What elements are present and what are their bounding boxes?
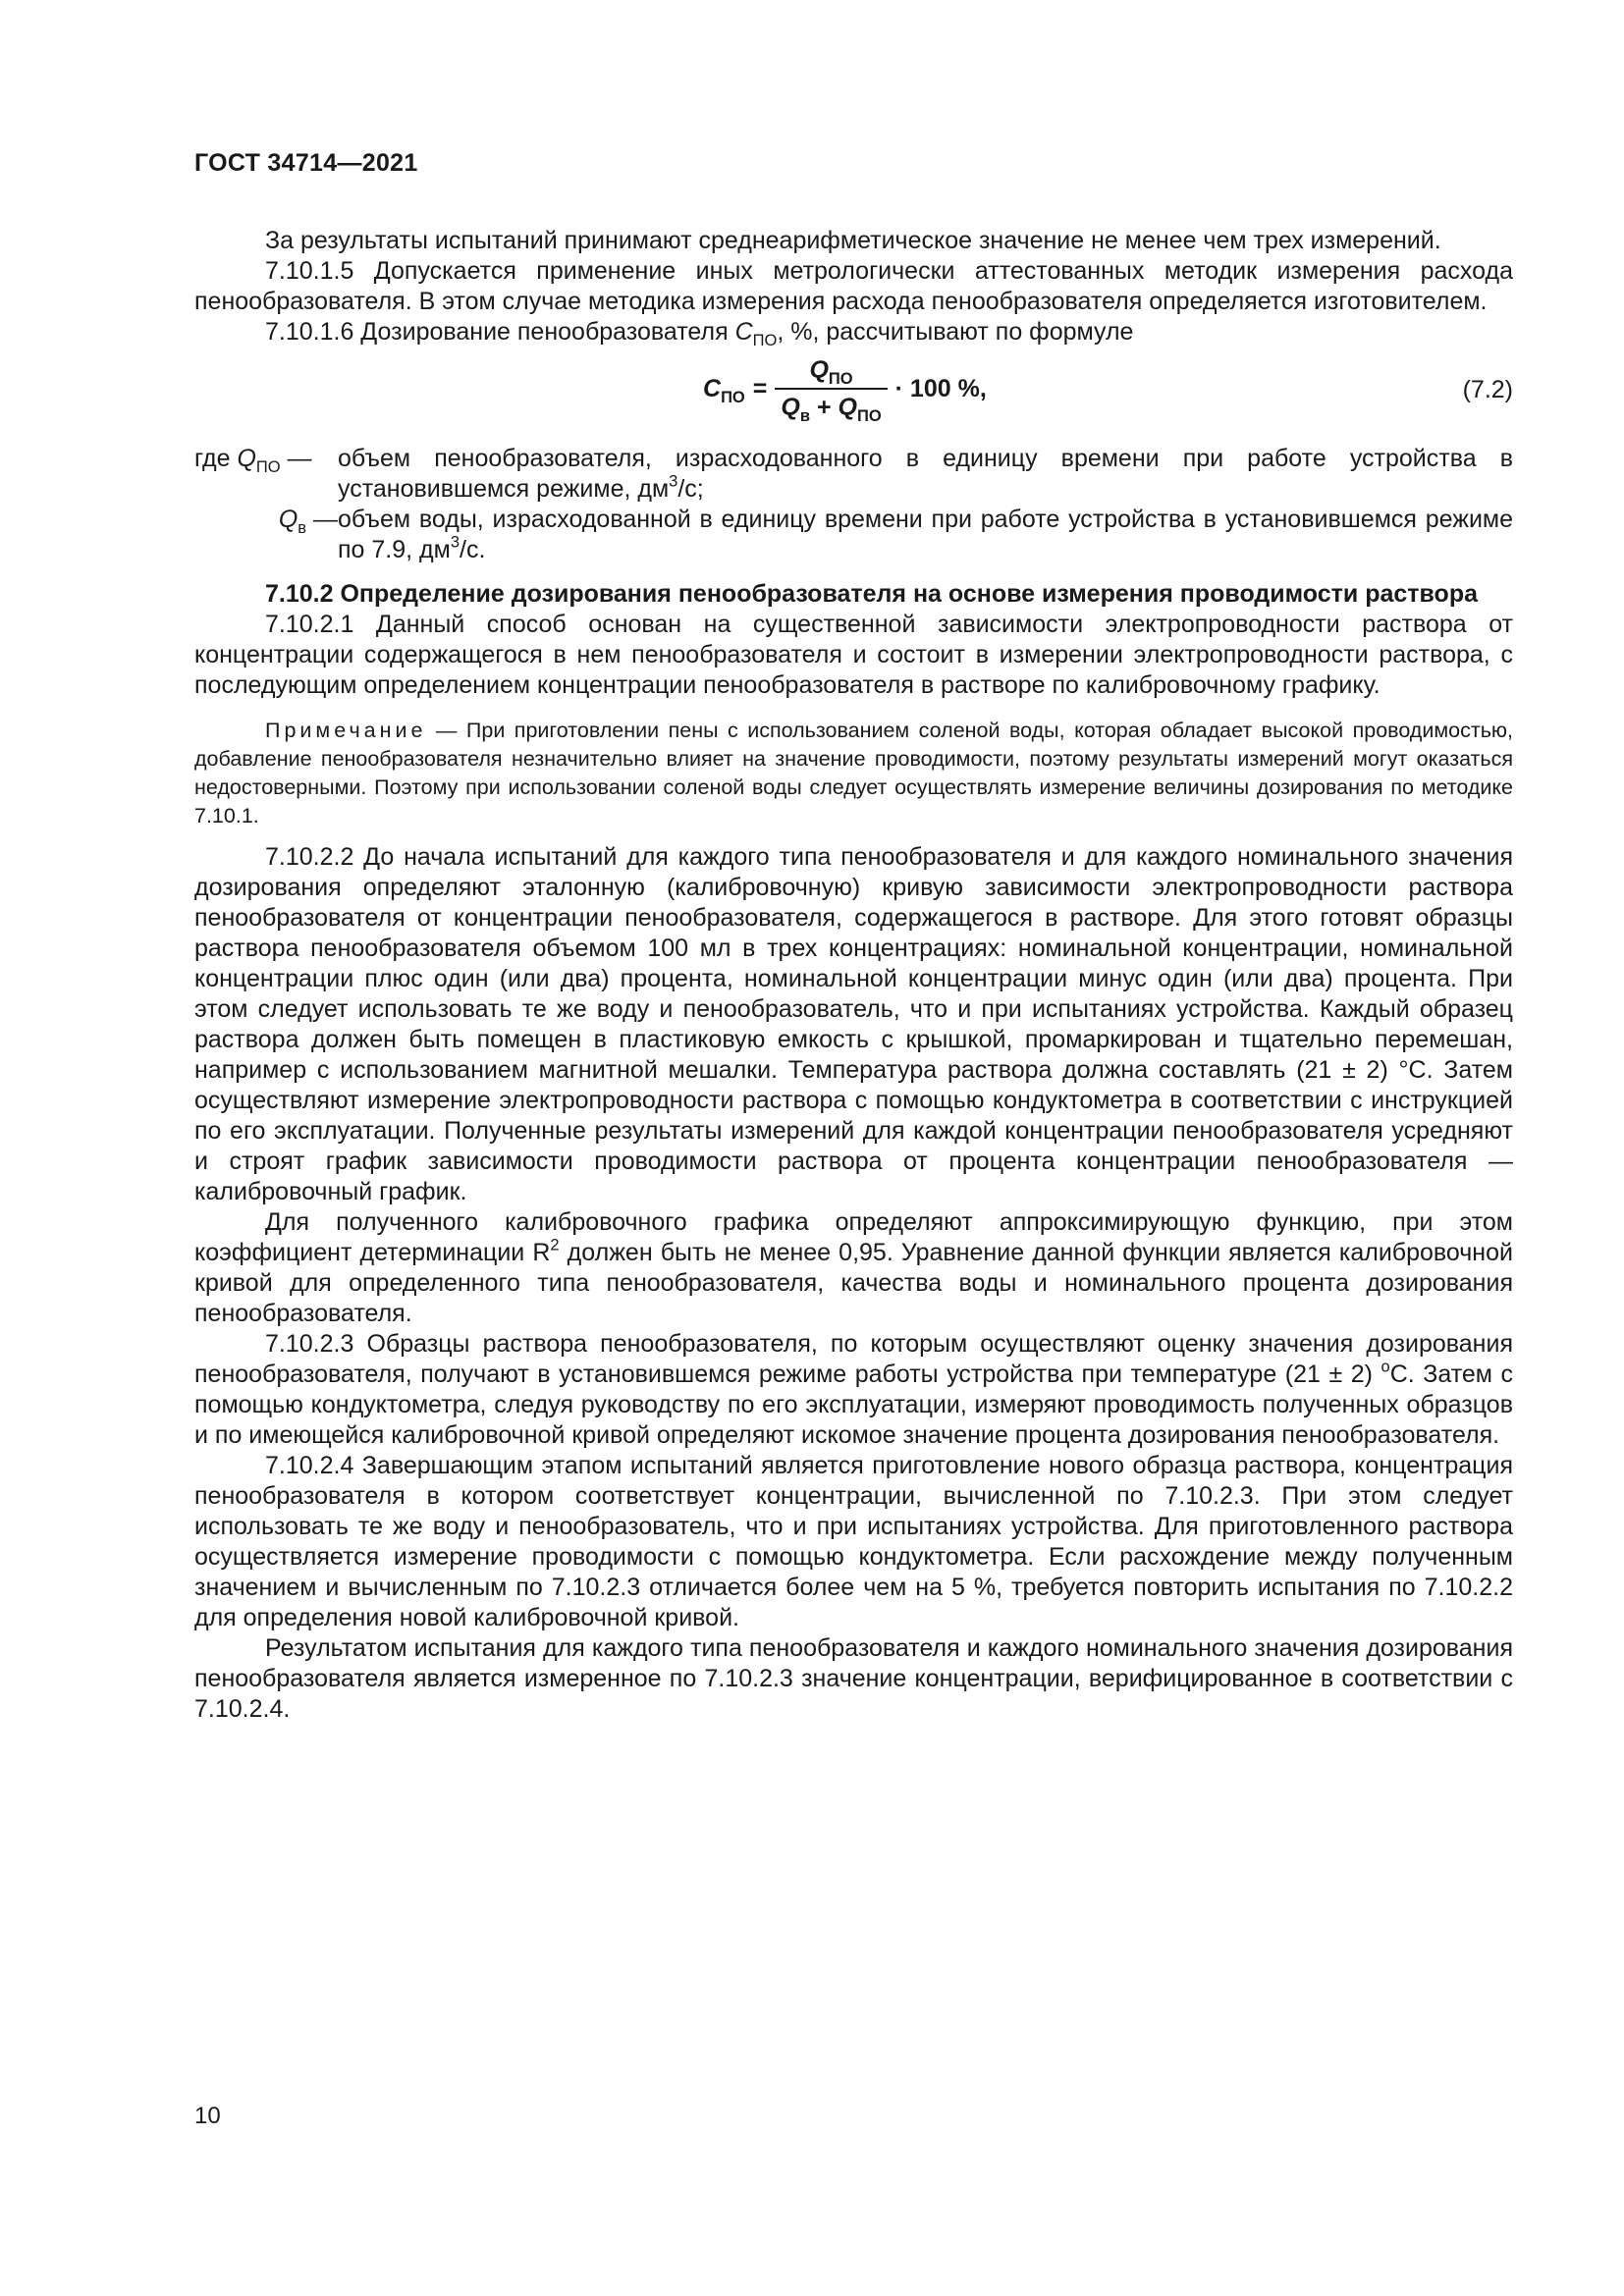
paragraph-7-10-2-2: 7.10.2.2 До начала испытаний для каждого типа пенообразователя и для каждого номинального значения дозирования определяют эталонную (калибровочную) кривую зависимости электропроводности раствора пенообразователя от концентрации пенообразователя, содержащегося в растворе. Для этого готовят образцы раствора пенообразователя объемом 100 мл в трех концентрациях: номинальной концентрации, номинальной концентрации плюс один (или два) процента, номинальной концентрации минус один (или два) процента. При этом следует использовать те же воду и пенообразователь, что и при испытаниях устройства. Каждый образец раствора должен быть помещен в пластиковую емкость с крышкой, промаркирован и тщательно перемешан, например с использованием магнитной мешалки. Температура раствора должна составлять (21 ± 2) °С. Затем осуществляют измерение электропроводности раствора с помощью кондуктометра в соответствии с инструкцией по его эксплуатации. Полученные результаты измерений для каждой концентрации пенообразователя усредняют и строят график зависимости проводимости раствора от процента концентрации пенообразователя — калибровочный график. bbox=[194, 843, 1513, 1205]
formula-equals: = bbox=[752, 375, 768, 402]
paragraph-test-result: Результатом испытания для каждого типа пенообразователя и каждого номинального значения дозирования пенообразователя является измеренное по 7.10.2.3 значение концентрации, верифицированное в соответствии с 7.10.2.4. bbox=[194, 1634, 1513, 1723]
paragraph-7-10-1-6: 7.10.1.6 Дозирование пенообразователя $C_{ПО}$, %, рассчитывают по формуле bbox=[265, 318, 1134, 349]
formula-7-2 bbox=[194, 349, 1513, 440]
formula-numerator: $Q_{ПО}$ bbox=[809, 356, 853, 388]
legend-item: где $Q_{ПО}$ — объем пенообразователя, израсходованного в единицу времени при работе устройства в установившемся режиме, $дм^3/с$; bbox=[194, 445, 1513, 503]
page-number: 10 bbox=[194, 2103, 221, 2129]
legend-where-label: где $Q_{ПО}$ — bbox=[194, 445, 312, 476]
note-label: Примечание bbox=[265, 719, 427, 742]
paragraph-7-10-1-5: 7.10.1.5 Допускается применение иных метрологически аттестованных методик измерения расхода пенообразователя. В этом случае методика измерения расхода пенообразователя определяется изготовителем. bbox=[194, 257, 1513, 315]
legend-item: $Q_в$ — объем воды, израсходованной в единицу времени при работе устройства в установившемся режиме по 7.9, $дм^3/с$. bbox=[194, 505, 1513, 565]
legend-symbol: $Q_в$ — bbox=[278, 506, 338, 537]
paragraph-7-10-2-3: 7.10.2.3 Образцы раствора пенообразователя, по которым осуществляют оценку значения дозирования пенообразователя, получают в установившемся режиме работы устройства при температуре (21 ± 2) $^о$С. Затем с помощью кондуктометра, следуя руководству по его эксплуатации, измеряют проводимость полученных образцов и по имеющейся калибровочной кривой определяют искомое значение процента дозирования пенообразователя. bbox=[194, 1330, 1513, 1449]
note-text: При приготовлении пены с использованием соленой воды, которая обладает высокой проводимостью, добавление пенообразователя незначительно влияет на значение проводимости, поэтому результаты измерений могут оказаться недостоверными. Поэтому при использовании соленой воды следует осуществлять измерение величины дозирования по методике 7.10.1. bbox=[194, 719, 1514, 828]
section-title-7-10-2: 7.10.2 Определение дозирования пенообразователя на основе измерения проводимости раствора bbox=[265, 580, 1478, 608]
formula-fraction bbox=[775, 355, 887, 423]
formula-denominator: $Q_в + Q_{ПО}$ bbox=[775, 388, 887, 423]
paragraph-calibration-function: Для полученного калибровочного графика определяют аппроксимирующую функцию, при этом коэффициент детерминации $R^2$ должен быть не менее 0,95. Уравнение данной функции является калибровочной кривой для определенного типа пенообразователя, качества воды и номинального процента дозирования пенообразователя. bbox=[194, 1208, 1513, 1327]
document-id-header: ГОСТ 34714—2021 bbox=[194, 149, 418, 177]
formula-expression bbox=[703, 355, 987, 423]
paragraph-7-10-2-4: 7.10.2.4 Завершающим этапом испытаний является приготовление нового образца раствора, концентрация пенообразователя в котором соответствует концентрации, вычисленной по 7.10.2.3. При этом следует использовать те же воду и пенообразователь, что и при испытаниях устройства. Для приготовленного раствора осуществляется измерение проводимости с помощью кондуктометра. Если расхождение между полученным значением и вычисленным по 7.10.2.3 отличается более чем на 5 %, требуется повторить испытания по 7.10.2.2 для определения новой калибровочной кривой. bbox=[194, 1452, 1513, 1631]
formula-number: (7.2) bbox=[1462, 376, 1513, 403]
formula-multiplier: · 100 %, bbox=[894, 375, 987, 402]
note: Примечание — При приготовлении пены с использованием соленой воды, которая обладает высокой проводимостью, добавление пенообразователя незначительно влияет на значение проводимости, поэтому результаты измерений могут оказаться недостоверными. Поэтому при использовании соленой воды следует осуществлять измерение величины дозирования по методике 7.10.1. bbox=[194, 719, 1514, 828]
document-body bbox=[194, 226, 1513, 1725]
paragraph-results-average: За результаты испытаний принимают среднеарифметическое значение не менее чем трех измерений. bbox=[265, 227, 1441, 254]
formula-legend bbox=[194, 444, 1513, 565]
paragraph-7-10-2-1: 7.10.2.1 Данный способ основан на существенной зависимости электропроводности раствора от концентрации содержащегося в нем пенообразователя и состоит в измерении электропроводности раствора, с последующим определением концентрации пенообразователя в растворе по калибровочному графику. bbox=[194, 611, 1513, 699]
formula-lhs: $C_{ПО}$ bbox=[703, 375, 745, 406]
